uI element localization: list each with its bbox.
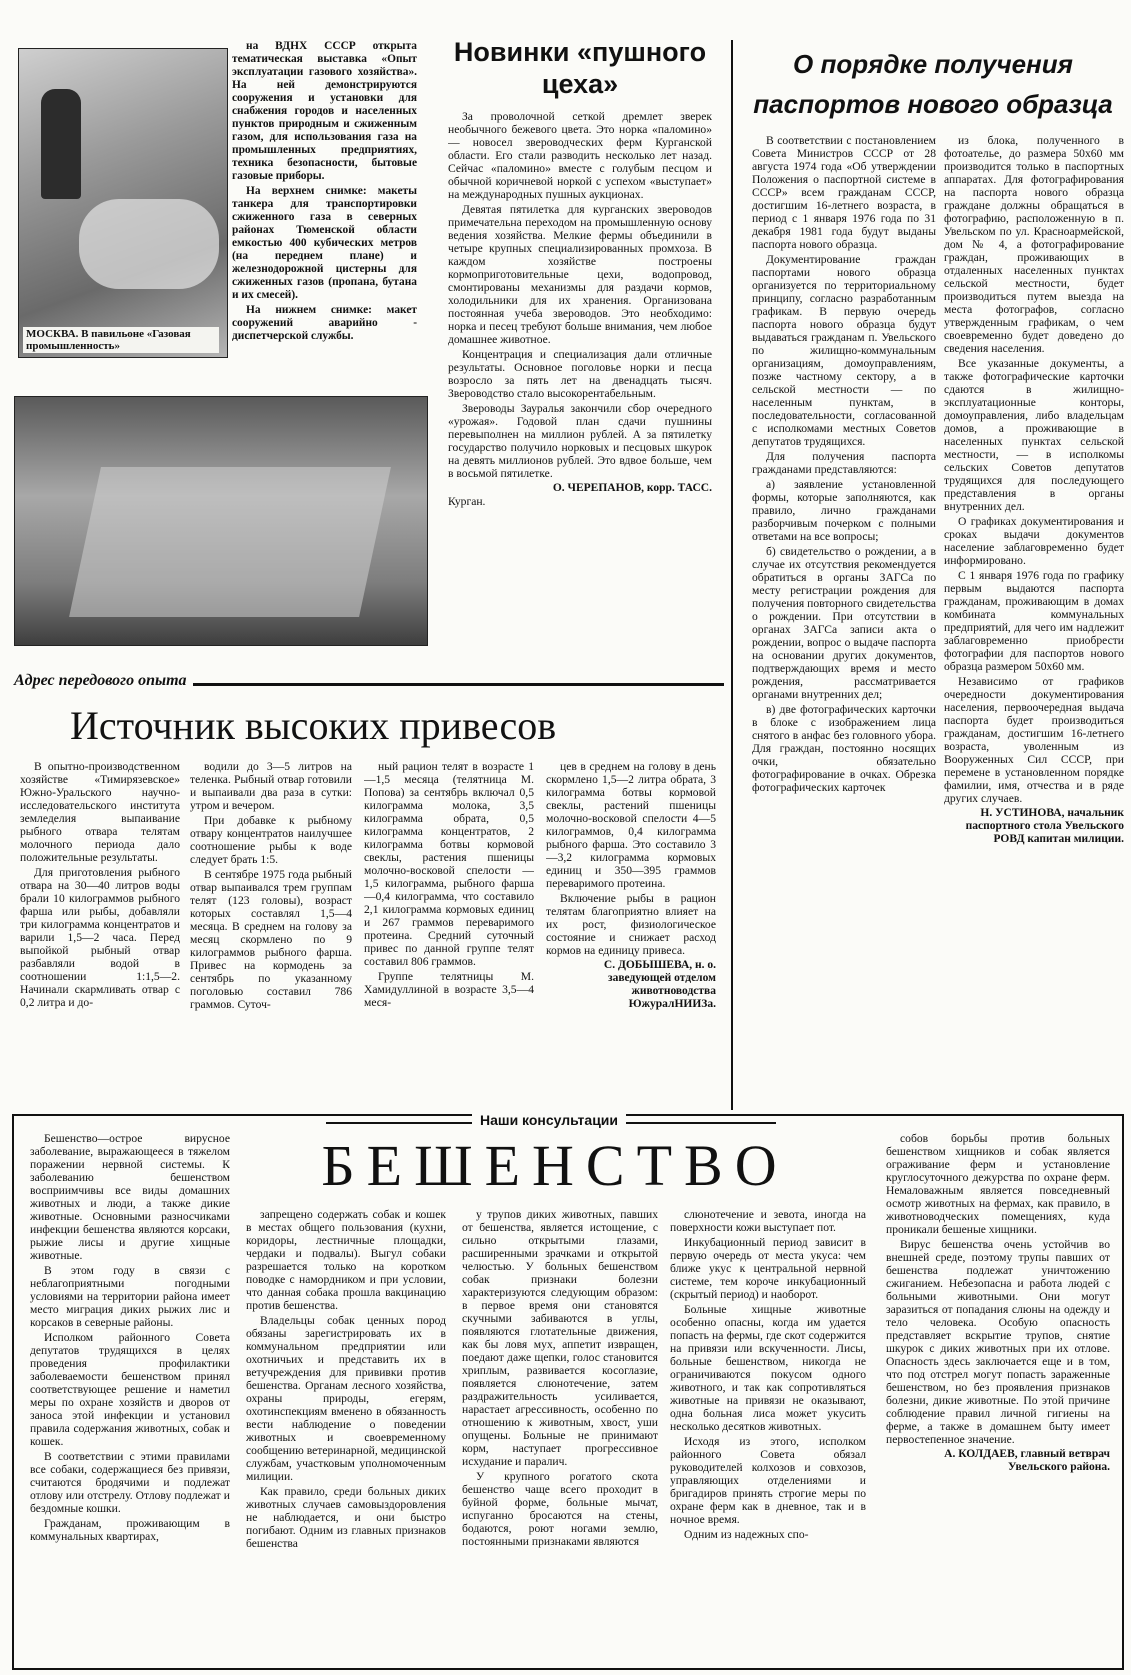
- fur-text: За проволочной сеткой дремлет зверек необычного бежевого цвета. Это норка «паломино» — новосел звероводческих ферм Курганской области. Его стали разводить несколько лет назад. Сейчас «паломино» вместе с голубым песцом и обычной коричневой норкой с успехом «выступает» на международных пушных аукционах. Девятая пятилетка для курганских звероводов примечательна переходом на промышленную основу ведения хозяйства. Мелкие фермы объединили в четыре крупных специализированных промхоза. В каждом хозяйстве построены кормоприготовительные цехи, водопровод, смонтированы механизмы для раздачи кормов, холодильники для их хранения. Организована постоянная учеба звероводов. Это необходимо: норка и песец требуют больше внимания, чем любое домашнее животное. Концентрация и специализация дали отличные результаты. Основное поголовье норки и песца возросло за пять лет на двенадцать тысяч. Звероводство стало высокорентабельным. Звероводы Зауралья закончили сбор очередного «урожая». Годовой план сдачи пушнины перевыполнен на миллион рублей. А за пятилетку государство получило норковых и песцовых шкурок на девять миллионов рублей. Это вдвое больше, чем в восьмой пятилетке. О. ЧЕРЕПАНОВ, корр. ТАСС. Курган.: [448, 110, 712, 508]
- rubric-advanced-experience: Адрес передового опыта: [14, 672, 193, 690]
- passport-signature: Н. УСТИНОВА, начальник паспортного стола Увельского РОВД капитан милиции.: [965, 807, 1124, 845]
- source-signature: С. ДОБЫШЕВА, н. о. заведующей отделом животноводства ЮжуралНИИЗа.: [603, 959, 716, 1010]
- photo-caption: МОСКВА. В павильоне «Газовая промышленность»: [23, 327, 219, 353]
- passport-title: О порядке получения паспортов нового образца: [753, 49, 1113, 119]
- rabies-title: БЕШЕНСТВО: [321, 1133, 789, 1198]
- fur-title: Новинки «пушного цеха»: [453, 37, 707, 99]
- passport-col1: В соответствии с постановлением Совета Министров СССР от 28 августа 1974 года «Об утверждении Положения о паспортной системе в СССР» всем гражданам СССР, достигшим 16-летнего возраста, в период с 1 января 1976 года по 31 декабря 1981 года будут выданы паспорта нового образца. Документирование граждан паспортами нового образца организуется по территориальному принципу, согласно разработанным графикам. В первую очередь паспорта нового образца будут выдаваться гражданам п. Увельского по жилищно-коммунальным организациям, домоуправлениям, позже частному сектору, а в сельской местности — по населенным пунктам, в последовательности, согласованной с исполкомами местных Советов депутатов трудящихся. Для получения паспорта гражданами представляются: а) заявление установленной формы, которые заполняются, как правило, лично гражданами разборчивым почерком с полными ответами на все вопросы; б) свидетельство о рождении, а в случае их отсутствия рекомендуется обратиться в органы ЗАГСа по месту регистрации рождения для получения повторного свидетельства о рождении. При отсутствии в органах ЗАГСа записи акта о рождении, вопрос о выдаче паспорта на основании других документов, подтверждающих время и место рождения, рассматривается органами внутренних дел; в) две фотографических карточки в блоке с изображением лица снятого в анфас без головного убора. Для граждан, постоянно носящих очки, обязательно фотографирование в очках. Обрезка фотографических карточек: [752, 134, 936, 794]
- photo-figure-people: [41, 89, 81, 199]
- source-col4: цев в среднем на голову в день скормлено 1,5—2 литра обрата, 3 килограмма ботвы кормовой свеклы, растений пшеницы молочно-восковой спелости 4—5 килограммов, 0,4 килограмма рыбного фарша. Это составило 3—3,2 килограмма кормовых единиц и 350—395 граммов переваримого протеина. Включение рыбы в рацион телятам благоприятно влияет на их рост, физиологическое состояние и снижает расход кормов на единицу привеса. С. ДОБЫШЕВА, н. о. заведующей отделом животноводства ЮжуралНИИЗа.: [546, 760, 716, 1010]
- exhibition-text: на ВДНХ СССР открыта тематическая выставка «Опыт эксплуатации газового хозяйства». На ней демонстрируются сооружения и установки для снабжения городов и населенных пунктов природным и сжиженным газом, для использования газа на промышленных предприятиях, техника безопасности, бытовые газовые приборы. На верхнем снимке: макеты танкера для транспортировки сжиженного газа в северных районах Тюменской области емкостью 400 кубических метров (на переднем плане) и железнодорожной цистерны для сжиженных газов (пропана, бутана и их смесей). На нижнем снимке: макет сооружений аварийно - диспетчерской службы.: [232, 40, 417, 342]
- rabies-col3: у трупов диких животных, павших от бешенства, является истощение, с сильно открытыми глазами, расширенными зрачками и открытой челюстью. У больных бешенством собак признаки болезни характеризуются следующим образом: в первое время они становятся скучными забиваются в углы, появляются глотательные движения, как бы ловя мух, аппетит извращен, поедают даже щепки, голос становится хриплым, развивается косоглазие, появляется слюнотечение, затем раздражительность усиливается, нарастает агрессивность, особенно по отношению к животным, хвост, уши опущены. Больные не принимают корм, наступает прогрессивное исхудание и паралич. У крупного рогатого скота бешенство чаще всего проходит в буйной форме, больные мычат, испуганно бросаются на стены, бодаются, роют ногами землю, постоянными признаками являются: [462, 1208, 658, 1548]
- rabies-col1: Бешенство—острое вирусное заболевание, выражающееся в тяжелом поражении нервной системы. К заболеванию бешенством восприимчивы все виды домашних животных и люди, а также дикие животные. Основными разносчиками инфекции бешенства являются корсаки, рыжие лисы и другие хищные животные. В этом году в связи с неблагоприятными погодными условиями на территории района имеет место миграция диких рыжих лис и корсаков в северные районы. Исполком районного Совета депутатов трудящихся в целях проведения профилактики заболеваемости бешенством принял соответствующее решение и наметил меры по охране хозяйств и дворов от заноса этой инфекции и установил правила содержания животных, собак и кошек. В соответствии с этими правилами все собаки, содержащиеся без привязи, считаются бродячими и подлежат отлову или отстрелу. Отлову подлежат и бездомные кошки. Гражданам, проживающим в коммунальных квартирах,: [30, 1132, 230, 1543]
- source-col1: В опытно-производственном хозяйстве «Тимирязевское» Южно-Уральского научно-исследовательского института земледелия выпаивание рыбного отвара телятам молочного периода дало положительные результаты. Для приготовления рыбного отвара на 30—40 литров воды брали 10 килограммов рыбного фарша или рыбы, добавляли три килограмма концентратов и варили 1,5—2 часа. Перед выпойкой рыбный отвар разбавляли водой в соотношении 1:1,5—2. Начинали скармливать отвар с 0,2 литра и до-: [20, 760, 180, 1009]
- rubric-consultations: Наши консультации: [472, 1112, 626, 1128]
- source-col2: водили до 3—5 литров на теленка. Рыбный отвар готовили и выпаивали два раза в сутки: утром и вечером. При добавке к рыбному отвару концентратов наилучшее соотношение рыбы к воде следует брать 1:5. В сентябре 1975 года рыбный отвар выпаивался трем группам телят (123 головы), возраст которых составлял 1,5—4 месяца. В среднем на голову за месяц скормлено по 9 килограммов рыбного фарша. Привес на кормодень за сентябрь по указанному поголовью составил 786 граммов. Суточ-: [190, 760, 352, 1011]
- rabies-col2: запрещено содержать собак и кошек в местах общего пользования (кухни, коридоры, лестничные площадки, чердаки и подвалы). Выгул собаки разрешается только на коротком поводке с намордником и при условии, что данная собака прошла вакцинацию против бешенства. Владельцы собак ценных пород обязаны зарегистрировать их в коммунальном предприятии или охотничьих и представить их в ветучреждения для прививки против бешенства. Органам лесного хозяйства, охраны природы, егерям, охотинспекциям вменено в обязанность вести наблюдение о поведении животных и своевременному сообщению ветеринарной, медицинской службам, участковым уполномоченным милиции. Как правило, среди больных диких животных случаев самовыздоровления не наблюдается, и они быстро погибают. Одним из главных признаков бешенства: [246, 1208, 446, 1550]
- rabies-col4: слюнотечение и зевота, иногда на поверхности кожи выступает пот. Инкубационный период зависит в первую очередь от места укуса: чем ближе укус к центральной нервной системе, тем короче инкубационный (скрытый период) и наоборот. Больные хищные животные особенно опасны, когда им удается попасть на фермы, где скот содержится на привязи или вскученности. Лисы, больные бешенством, никогда не ограничиваются покусом одного животного, и так как сопротивляться животные на привязи не оказывают, одна больная лиса может укусить несколько десятков животных. Исходя из этого, исполком районного Совета обязал руководителей колхозов и совхозов, управляющих отделениями и бригадиров принять строгие меры по охране ферм как в дневное, так и в ночное время. Одним из надежных спо-: [670, 1208, 866, 1541]
- fur-signature: О. ЧЕРЕПАНОВ, корр. ТАСС.: [552, 482, 712, 494]
- passport-col2: из блока, полученного в фотоателье, до размера 50х60 мм производится только в паспортных аппаратах. Для фотографирования на паспорта нового образца граждане должны обращаться в фотографию, расположенную в п. Увельском по ул. Красноармейской, дом № 4, а фотографирование граждан, проживающих в отдаленных населенных пунктах сельской местности, будет производиться путем выезда на места фотографов, согласно утвержденным графикам, о чем своевременно будет доведено до сведения населения. Все указанные документы, а также фотографические карточки сдаются в жилищно-эксплуатационные конторы, домоуправления, либо владельцам домов, а проживающие в населенных пунктах сельской местности, — в исполкомы сельских Советов депутатов трудящихся для последующего представления в органы внутренних дел. О графиках документирования и сроках выдачи документов население заблаговременно будет информировано. С 1 января 1976 года по графику первым выдаются паспорта гражданам, проживающим в домах комбината коммунальных предприятий, для чего им надлежит заблаговременно приобрести фотографии для паспортов нового образца размером 50х60 мм. Независимо от графиков очередности документирования населения, первоочередная выдача паспорта будет производиться гражданам, достигшим 16-летнего возраста, уволенным из Вооруженных Сил СССР, при перемене в установленном порядке фамилии, имя, отчества и в ряде других случаев. Н. УСТИНОВА, начальник паспортного стола Увельского РОВД капитан милиции.: [944, 134, 1124, 845]
- rabies-col5: собов борьбы против больных бешенством хищников и собак является ограживание ферм и установление круглосуточного дежурства по охране ферм. Немаловажным является повседневный осмотр животных на фермах, как правило, в животноводческих помещениях, куда проникали бешеные хищники. Вирус бешенства очень устойчив во внешней среде, поэтому трупы павших от бешенства подлежат уничтожению сжиганием. Небезопасна и работа людей с больными животными. Они могут заразиться от попадания слюны на одежду и тело человека. Особую опасность представляет вскрытие трупов, снятие шкурок с диких животных при их отлове. Опасность здесь заключается еще и в том, что под отстрел могут попасть зараженные бешенством, но без проявления признаков болезни, дикие животные. По этой причине соблюдение правил личной гигиены на ферме, а также в домашнем быту имеет первостепенное значение. А. КОЛДАЕВ, главный ветврач Увельского района.: [886, 1132, 1110, 1473]
- exhibition-photo-bottom: [14, 396, 428, 646]
- photo-object-model: [69, 467, 391, 617]
- photo-object-tanker: [79, 199, 219, 289]
- source-col3: ный рацион телят в возрасте 1—1,5 месяца (телятница М. Попова) за сентябрь включал 0,5 килограмма молока, 3,5 килограмма обрата, 0,5 килограмма концентратов, 2 килограмма ботвы кормовой свеклы, растения пшеницы молочно-восковой спелости — 1,5 килограмма, рыбного фарша —0,4 килограмма, что составило 2,1 килограмма кормовых единиц и 267 граммов переваримого протеина. Средний суточный привес по данной группе телят составил 806 граммов. Группе телятницы М. Хамидуллиной в возрасте 3,5—4 меся-: [364, 760, 534, 1009]
- rabies-signature: А. КОЛДАЕВ, главный ветврач Увельского района.: [944, 1448, 1110, 1473]
- exhibition-photo-top: [18, 48, 228, 358]
- vertical-divider: [731, 40, 733, 1110]
- fur-place: Курган.: [448, 495, 486, 508]
- source-title: Источник высоких привесов: [70, 703, 557, 748]
